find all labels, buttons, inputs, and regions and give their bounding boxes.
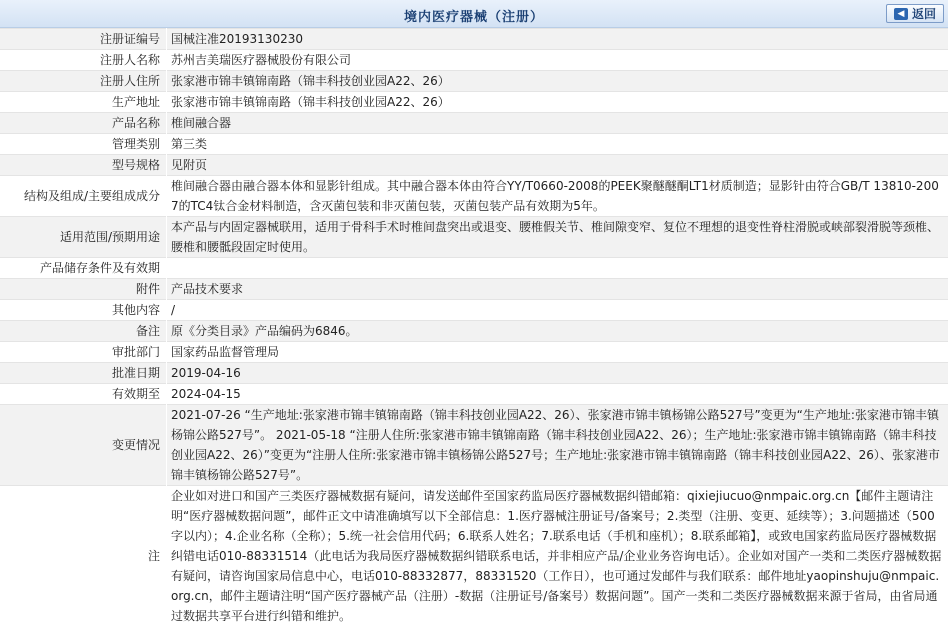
row-value-model-spec: 见附页 bbox=[167, 155, 948, 176]
row-label-approval-date: 批准日期 bbox=[0, 363, 167, 384]
row-value-storage bbox=[167, 258, 948, 279]
row-label-scope: 适用范围/预期用途 bbox=[0, 217, 167, 258]
table-row bbox=[0, 113, 948, 134]
table-row bbox=[0, 279, 948, 300]
row-label-expiry-date: 有效期至 bbox=[0, 384, 167, 405]
row-value-note: 企业如对进口和国产三类医疗器械数据有疑问，请发送邮件至国家药监局医疗器械数据纠错邮箱：qixiejiucuo@nmpaic.org.cn【邮件主题请注明“医疗器械数据问题”，邮件正文中请准确填写以下全部信息：1.医疗器械注册证号/备案号；2.类型（注册、变更、延续等）；3.问题描述（500字以内）；4.企业名称（全称）；5.统一社会信用代码；6.联系人姓名；7.联系电话（手机和座机）；8.联系邮箱】，或致电国家药监局医疗器械数据纠错电话010-88331514（此电话为我局医疗器械数据纠错联系电话，并非相应产品/企业业务咨询电话）。企业如对国产一类和二类医疗器械数据有疑问，请咨询国家局信息中心，电话010-88332877，88331520（工作日），也可通过发邮件与我们联系：邮件地址yaopinshuju@nmpaic.org.cn，邮件主题请注明“国产医疗器械产品（注册）-数据（注册证号/备案号）数据问题”。国产一类和二类医疗器械数据来源于省局，由省局通过数据共享平台进行纠错和维护。 bbox=[167, 486, 948, 627]
row-value-changes: 2021-07-26 “生产地址:张家港市锦丰镇锦南路（锦丰科技创业园A22、26）、张家港市锦丰镇杨锦公路527号”变更为“生产地址:张家港市锦丰镇杨锦公路527号”。 2021-05-18 “注册人住所:张家港市锦丰镇锦南路（锦丰科技创业园A22、26）；生产地址:张家港市锦丰镇锦南路（锦丰科技创业园A22、26）”变更为“注册人住所:张家港市锦丰镇杨锦公路527号；生产地址:张家港市锦丰镇锦南路（锦丰科技创业园A22、26）、张家港市锦丰镇杨锦公路527号”。 bbox=[167, 405, 948, 486]
table-row bbox=[0, 363, 948, 384]
row-value-approval-date: 2019-04-16 bbox=[167, 363, 948, 384]
row-value-attachment: 产品技术要求 bbox=[167, 279, 948, 300]
row-label-note: 注 bbox=[0, 486, 167, 627]
row-value-remark: 原《分类目录》产品编码为6846。 bbox=[167, 321, 948, 342]
table-row bbox=[0, 176, 948, 217]
row-label-structure: 结构及组成/主要组成成分 bbox=[0, 176, 167, 217]
table-row bbox=[0, 342, 948, 363]
page-title: 境内医疗器械（注册） bbox=[403, 10, 544, 25]
table-row bbox=[0, 321, 948, 342]
table-row bbox=[0, 155, 948, 176]
row-label-remark: 备注 bbox=[0, 321, 167, 342]
row-label-reg-no: 注册证编号 bbox=[0, 29, 167, 50]
row-label-changes: 变更情况 bbox=[0, 405, 167, 486]
row-value-other: / bbox=[167, 300, 948, 321]
table-row bbox=[0, 405, 948, 486]
row-label-storage: 产品储存条件及有效期 bbox=[0, 258, 167, 279]
back-button[interactable] bbox=[886, 4, 944, 23]
table-row bbox=[0, 71, 948, 92]
table-row bbox=[0, 486, 948, 627]
table-row bbox=[0, 384, 948, 405]
row-label-attachment: 附件 bbox=[0, 279, 167, 300]
row-value-reg-no: 国械注准20193130230 bbox=[167, 29, 948, 50]
row-label-approval-dept: 审批部门 bbox=[0, 342, 167, 363]
back-button-label: 返回 bbox=[911, 7, 936, 21]
row-value-product-name: 椎间融合器 bbox=[167, 113, 948, 134]
table-row bbox=[0, 258, 948, 279]
row-label-model-spec: 型号规格 bbox=[0, 155, 167, 176]
table-row bbox=[0, 50, 948, 71]
row-value-registrant-name: 苏州吉美瑞医疗器械股份有限公司 bbox=[167, 50, 948, 71]
row-label-other: 其他内容 bbox=[0, 300, 167, 321]
table-row bbox=[0, 217, 948, 258]
row-label-category: 管理类别 bbox=[0, 134, 167, 155]
row-label-production-address: 生产地址 bbox=[0, 92, 167, 113]
back-arrow-icon: ◀ bbox=[894, 8, 908, 20]
page-header bbox=[0, 0, 948, 28]
detail-table bbox=[0, 28, 948, 626]
row-value-structure: 椎间融合器由融合器本体和显影针组成。其中融合器本体由符合YY/T0660-2008的PEEK聚醚醚酮LT1材质制造；显影针由符合GB/T 13810-2007的TC4钛合金材料制造，含灭菌包装和非灭菌包装，灭菌包装产品有效期为5年。 bbox=[167, 176, 948, 217]
row-value-registrant-address: 张家港市锦丰镇锦南路（锦丰科技创业园A22、26） bbox=[167, 71, 948, 92]
row-value-production-address: 张家港市锦丰镇锦南路（锦丰科技创业园A22、26） bbox=[167, 92, 948, 113]
row-value-approval-dept: 国家药品监督管理局 bbox=[167, 342, 948, 363]
row-label-product-name: 产品名称 bbox=[0, 113, 167, 134]
row-value-expiry-date: 2024-04-15 bbox=[167, 384, 948, 405]
row-value-scope: 本产品与内固定器械联用，适用于骨科手术时椎间盘突出或退变、腰椎假关节、椎间隙变窄、复位不理想的退变性脊柱滑脱或峡部裂滑脱等颈椎、腰椎和腰骶段固定时使用。 bbox=[167, 217, 948, 258]
row-value-category: 第三类 bbox=[167, 134, 948, 155]
row-label-registrant-address: 注册人住所 bbox=[0, 71, 167, 92]
table-row bbox=[0, 300, 948, 321]
table-row bbox=[0, 29, 948, 50]
row-label-registrant-name: 注册人名称 bbox=[0, 50, 167, 71]
table-row bbox=[0, 92, 948, 113]
table-row bbox=[0, 134, 948, 155]
